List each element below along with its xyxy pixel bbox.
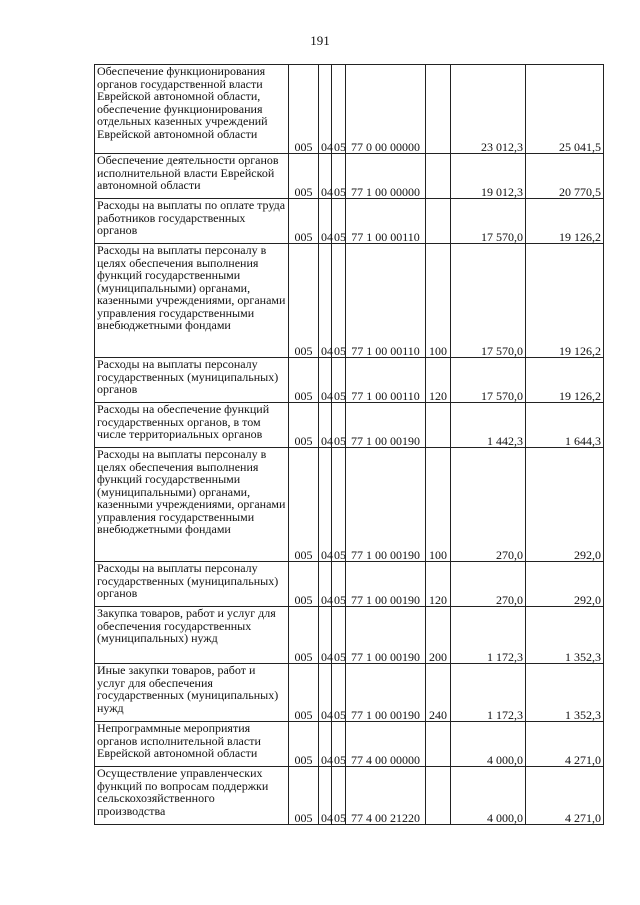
target-article-cell: 77 1 00 00110 — [346, 244, 426, 358]
subsection-code-cell: 05 — [332, 244, 346, 358]
amount-year2-cell: 1 644,3 — [526, 403, 604, 448]
row-name-cell — [95, 607, 289, 664]
amount-year1-cell: 1 442,3 — [451, 403, 526, 448]
target-article-cell: 77 4 00 00000 — [346, 722, 426, 767]
target-article-cell: 77 1 00 00190 — [346, 562, 426, 607]
row-name-text: Осуществление управленческих функций по вопросам поддержки сельскохозяйственного производства — [97, 766, 269, 818]
ministry-code-cell: 005 — [289, 65, 319, 154]
row-name-cell — [95, 403, 289, 448]
target-article-cell: 77 1 00 00110 — [346, 199, 426, 244]
amount-year1-cell: 19 012,3 — [451, 154, 526, 199]
amount-year1-cell: 1 172,3 — [451, 607, 526, 664]
target-article-cell: 77 1 00 00190 — [346, 607, 426, 664]
amount-year2-cell: 25 041,5 — [526, 65, 604, 154]
amount-year2-cell: 4 271,0 — [526, 767, 604, 825]
expense-type-cell: 120 — [426, 562, 451, 607]
amount-year1-cell: 4 000,0 — [451, 767, 526, 825]
amount-year2-cell: 4 271,0 — [526, 722, 604, 767]
page-number: 191 — [310, 33, 330, 48]
subsection-code-cell: 05 — [332, 607, 346, 664]
expense-type-cell: 200 — [426, 607, 451, 664]
ministry-code-cell: 005 — [289, 607, 319, 664]
expense-type-cell — [426, 154, 451, 199]
section-code-cell: 04 — [319, 607, 332, 664]
target-article-cell: 77 1 00 00000 — [346, 154, 426, 199]
budget-table — [94, 64, 604, 825]
ministry-code-cell: 005 — [289, 403, 319, 448]
ministry-code-cell: 005 — [289, 562, 319, 607]
section-code-cell: 04 — [319, 358, 332, 403]
amount-year1-cell: 270,0 — [451, 448, 526, 562]
amount-year2-cell: 19 126,2 — [526, 199, 604, 244]
expense-type-cell: 100 — [426, 244, 451, 358]
subsection-code-cell: 05 — [332, 767, 346, 825]
section-code-cell: 04 — [319, 664, 332, 722]
section-code-cell: 04 — [319, 199, 332, 244]
target-article-cell: 77 1 00 00110 — [346, 358, 426, 403]
ministry-code-cell: 005 — [289, 199, 319, 244]
amount-year2-cell: 1 352,3 — [526, 664, 604, 722]
row-name-text: Расходы на выплаты персоналу государственных (муниципальных) органов — [97, 561, 279, 600]
row-name-text: Расходы на выплаты персоналу в целях обеспечения выполнения функций государственными (муниципальными) органами, казенными учреждениями, органами управления государственными внебюджетными фондами — [97, 447, 286, 536]
table-row — [95, 358, 604, 403]
ministry-code-cell: 005 — [289, 244, 319, 358]
row-name-cell — [95, 767, 289, 825]
row-name-text: Расходы на выплаты персоналу государственных (муниципальных) органов — [97, 357, 279, 396]
table-row — [95, 403, 604, 448]
row-name-text: Обеспечение деятельности органов исполнительной власти Еврейской автономной области — [97, 153, 279, 192]
section-code-cell: 04 — [319, 154, 332, 199]
section-code-cell: 04 — [319, 65, 332, 154]
ministry-code-cell: 005 — [289, 448, 319, 562]
row-name-cell — [95, 664, 289, 722]
row-name-cell — [95, 722, 289, 767]
table-row — [95, 244, 604, 358]
subsection-code-cell: 05 — [332, 199, 346, 244]
amount-year1-cell: 23 012,3 — [451, 65, 526, 154]
target-article-cell: 77 4 00 21220 — [346, 767, 426, 825]
row-name-text: Закупка товаров, работ и услуг для обеспечения государственных (муниципальных) нужд — [97, 606, 276, 645]
subsection-code-cell: 05 — [332, 403, 346, 448]
subsection-code-cell: 05 — [332, 154, 346, 199]
expense-type-cell: 120 — [426, 358, 451, 403]
row-name-text: Расходы на обеспечение функций государственных органов, в том числе территориальных органов — [97, 402, 270, 441]
amount-year2-cell: 292,0 — [526, 562, 604, 607]
target-article-cell: 77 0 00 00000 — [346, 65, 426, 154]
amount-year2-cell: 20 770,5 — [526, 154, 604, 199]
amount-year1-cell: 270,0 — [451, 562, 526, 607]
ministry-code-cell: 005 — [289, 664, 319, 722]
ministry-code-cell: 005 — [289, 767, 319, 825]
row-name-cell — [95, 244, 289, 358]
table-row — [95, 767, 604, 825]
table-row — [95, 562, 604, 607]
row-name-cell — [95, 65, 289, 154]
amount-year1-cell: 1 172,3 — [451, 664, 526, 722]
table-row — [95, 722, 604, 767]
section-code-cell: 04 — [319, 767, 332, 825]
row-name-text: Обеспечение функционирования органов государственной власти Еврейской автономной области, обеспечение функционирования отдельных казенных учреждений Еврейской автономной области — [97, 64, 268, 141]
table-row — [95, 154, 604, 199]
section-code-cell: 04 — [319, 244, 332, 358]
row-name-text: Непрограммные мероприятия органов исполнительной власти Еврейской автономной области — [97, 721, 261, 760]
expense-type-cell — [426, 199, 451, 244]
table-row — [95, 199, 604, 244]
row-name-cell — [95, 562, 289, 607]
target-article-cell: 77 1 00 00190 — [346, 448, 426, 562]
amount-year2-cell: 1 352,3 — [526, 607, 604, 664]
amount-year2-cell: 19 126,2 — [526, 244, 604, 358]
table-row — [95, 65, 604, 154]
table-row — [95, 664, 604, 722]
amount-year1-cell: 4 000,0 — [451, 722, 526, 767]
ministry-code-cell: 005 — [289, 154, 319, 199]
section-code-cell: 04 — [319, 722, 332, 767]
row-name-text: Иные закупки товаров, работ и услуг для обеспечения государственных (муниципальных) нужд — [97, 663, 279, 715]
table-row — [95, 448, 604, 562]
budget-table-body — [95, 65, 604, 825]
row-name-cell — [95, 448, 289, 562]
amount-year1-cell: 17 570,0 — [451, 244, 526, 358]
ministry-code-cell: 005 — [289, 722, 319, 767]
subsection-code-cell: 05 — [332, 358, 346, 403]
subsection-code-cell: 05 — [332, 562, 346, 607]
expense-type-cell — [426, 403, 451, 448]
expense-type-cell — [426, 65, 451, 154]
row-name-text: Расходы на выплаты по оплате труда работников государственных органов — [97, 198, 286, 237]
ministry-code-cell: 005 — [289, 358, 319, 403]
subsection-code-cell: 05 — [332, 664, 346, 722]
table-row — [95, 607, 604, 664]
amount-year1-cell: 17 570,0 — [451, 199, 526, 244]
amount-year1-cell: 17 570,0 — [451, 358, 526, 403]
row-name-cell — [95, 358, 289, 403]
expense-type-cell — [426, 767, 451, 825]
amount-year2-cell: 292,0 — [526, 448, 604, 562]
expense-type-cell: 100 — [426, 448, 451, 562]
target-article-cell: 77 1 00 00190 — [346, 403, 426, 448]
section-code-cell: 04 — [319, 562, 332, 607]
row-name-cell — [95, 199, 289, 244]
row-name-text: Расходы на выплаты персоналу в целях обеспечения выполнения функций государственными (муниципальными) органами, казенными учреждениями, органами управления государственными внебюджетными фондами — [97, 243, 286, 332]
expense-type-cell: 240 — [426, 664, 451, 722]
subsection-code-cell: 05 — [332, 722, 346, 767]
subsection-code-cell: 05 — [332, 65, 346, 154]
row-name-cell — [95, 154, 289, 199]
amount-year2-cell: 19 126,2 — [526, 358, 604, 403]
subsection-code-cell: 05 — [332, 448, 346, 562]
target-article-cell: 77 1 00 00190 — [346, 664, 426, 722]
section-code-cell: 04 — [319, 403, 332, 448]
expense-type-cell — [426, 722, 451, 767]
section-code-cell: 04 — [319, 448, 332, 562]
